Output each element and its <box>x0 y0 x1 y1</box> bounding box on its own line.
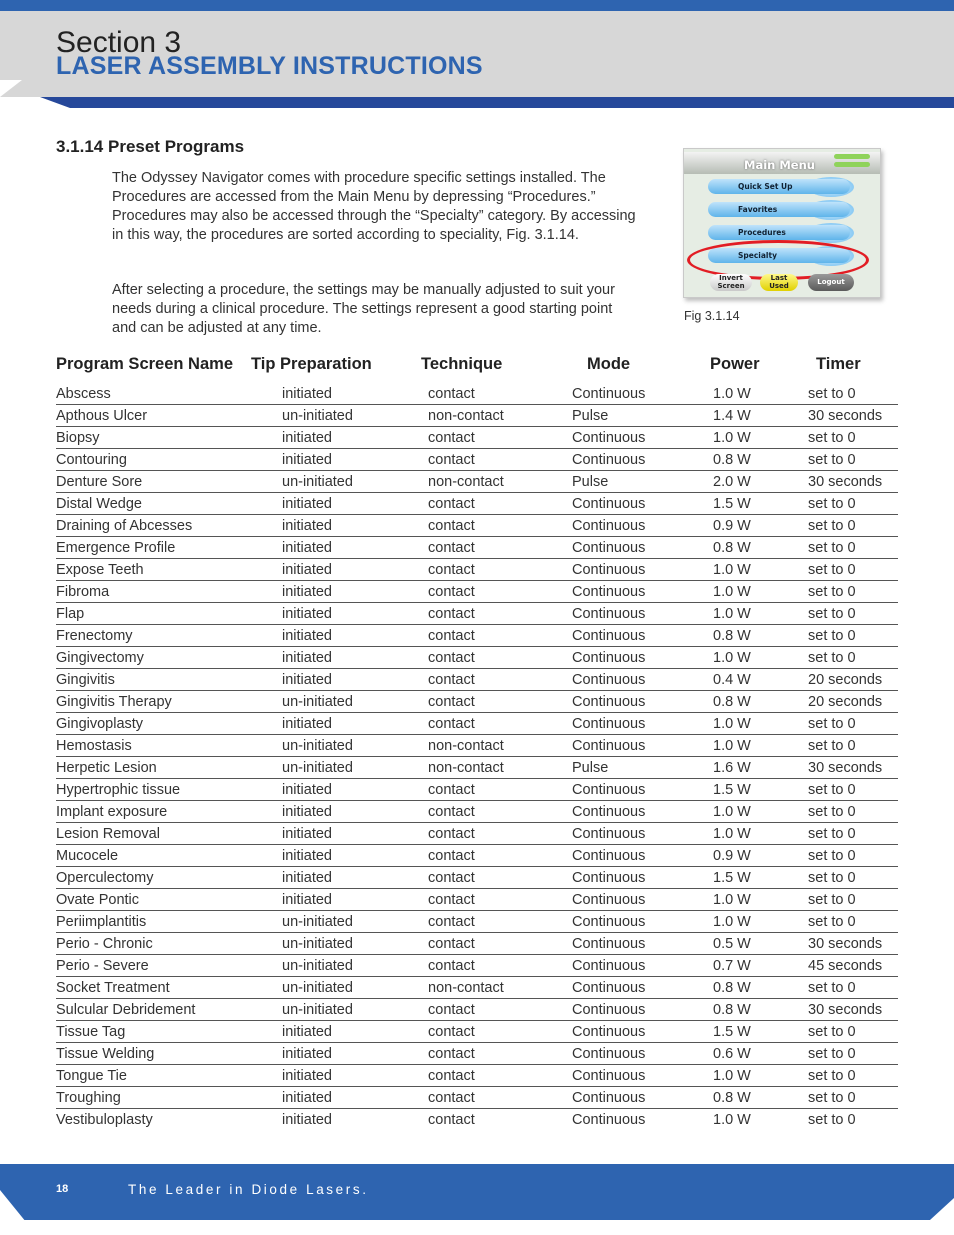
program-name-cell: Sulcular Debridement <box>56 1002 196 1018</box>
table-row <box>56 1087 898 1109</box>
timer-cell: set to 0 <box>808 650 856 666</box>
power-cell: 1.0 W <box>713 804 751 820</box>
technique-cell: contact <box>428 1090 475 1106</box>
technique-cell: contact <box>428 672 475 688</box>
program-name-cell: Hypertrophic tissue <box>56 782 181 798</box>
power-cell: 1.0 W <box>713 892 751 908</box>
timer-cell: set to 0 <box>808 540 856 556</box>
technique-cell: contact <box>428 694 475 710</box>
power-cell: 0.4 W <box>713 672 751 688</box>
power-cell: 1.5 W <box>713 870 751 886</box>
mode-cell: Continuous <box>572 628 646 644</box>
table-row <box>56 471 898 493</box>
technique-cell: contact <box>428 386 475 402</box>
technique-cell: contact <box>428 892 475 908</box>
tip-preparation-cell: un-initiated <box>282 980 353 996</box>
mode-cell: Continuous <box>572 606 646 622</box>
table-row <box>56 427 898 449</box>
tip-preparation-cell: un-initiated <box>282 936 353 952</box>
mode-cell: Continuous <box>572 650 646 666</box>
tip-preparation-cell: initiated <box>282 892 332 908</box>
power-cell: 1.5 W <box>713 1024 751 1040</box>
table-row <box>56 977 898 999</box>
tip-preparation-cell: un-initiated <box>282 958 353 974</box>
program-name-cell: Troughing <box>56 1090 121 1106</box>
table-row <box>56 955 898 977</box>
timer-cell: set to 0 <box>808 738 856 754</box>
mode-cell: Continuous <box>572 1046 646 1062</box>
top-color-bar <box>0 0 954 11</box>
mode-cell: Continuous <box>572 430 646 446</box>
power-cell: 1.0 W <box>713 1112 751 1128</box>
technique-cell: contact <box>428 452 475 468</box>
program-name-cell: Perio - Severe <box>56 958 149 974</box>
technique-cell: contact <box>428 518 475 534</box>
table-row <box>56 735 898 757</box>
table-row <box>56 757 898 779</box>
header-notch <box>0 80 22 97</box>
intro-paragraph: The Odyssey Navigator comes with procedure specific settings installed. The Procedures are accessed from the Main Menu by depressing “Procedures.” Procedures may also be accessed through the “Specialty” category. By accessing in this way, the procedures are sorted according to speciality, Fig. 3.1.14. <box>112 170 636 243</box>
program-name-cell: Ovate Pontic <box>56 892 140 908</box>
table-row <box>56 603 898 625</box>
timer-cell: set to 0 <box>808 826 856 842</box>
tip-preparation-cell: un-initiated <box>282 738 353 754</box>
timer-cell: set to 0 <box>808 496 856 512</box>
table-row <box>56 713 898 735</box>
tip-preparation-cell: initiated <box>282 782 332 798</box>
preset-programs-table <box>56 383 898 1130</box>
mode-cell: Continuous <box>572 1024 646 1040</box>
table-row <box>56 801 898 823</box>
program-name-cell: Implant exposure <box>56 804 168 820</box>
figure-title-bar <box>684 152 880 174</box>
table-row <box>56 1109 898 1130</box>
timer-cell: set to 0 <box>808 782 856 798</box>
program-name-cell: Gingivitis <box>56 672 115 688</box>
program-name-cell: Periimplantitis <box>56 914 147 930</box>
technique-cell: contact <box>428 584 475 600</box>
program-name-cell: Denture Sore <box>56 474 143 490</box>
power-cell: 1.5 W <box>713 496 751 512</box>
program-name-cell: Perio - Chronic <box>56 936 153 952</box>
table-row <box>56 779 898 801</box>
power-cell: 0.8 W <box>713 694 751 710</box>
timer-cell: set to 0 <box>808 386 856 402</box>
timer-cell: 30 seconds <box>808 936 883 952</box>
quick-setup-button: Quick Set Up <box>708 179 850 194</box>
mode-cell: Continuous <box>572 672 646 688</box>
technique-cell: contact <box>428 650 475 666</box>
tip-preparation-cell: initiated <box>282 518 332 534</box>
timer-cell: set to 0 <box>808 606 856 622</box>
tip-preparation-cell: initiated <box>282 496 332 512</box>
tip-preparation-cell: initiated <box>282 1068 332 1084</box>
table-row <box>56 493 898 515</box>
technique-cell: contact <box>428 716 475 732</box>
technique-cell: contact <box>428 562 475 578</box>
tip-preparation-cell: initiated <box>282 628 332 644</box>
table-row <box>56 581 898 603</box>
table-row <box>56 999 898 1021</box>
technique-cell: contact <box>428 1068 475 1084</box>
power-cell: 1.0 W <box>713 562 751 578</box>
timer-cell: set to 0 <box>808 562 856 578</box>
table-row <box>56 625 898 647</box>
program-name-cell: Contouring <box>56 452 127 468</box>
program-name-cell: Abscess <box>56 386 111 402</box>
mode-cell: Continuous <box>572 540 646 556</box>
program-name-cell: Herpetic Lesion <box>56 760 157 776</box>
program-name-cell: Gingivitis Therapy <box>56 694 172 710</box>
technique-cell: non-contact <box>428 760 504 776</box>
power-cell: 0.6 W <box>713 1046 751 1062</box>
timer-cell: set to 0 <box>808 584 856 600</box>
power-cell: 0.8 W <box>713 1002 751 1018</box>
mode-cell: Continuous <box>572 694 646 710</box>
mode-cell: Continuous <box>572 870 646 886</box>
mode-cell: Continuous <box>572 1112 646 1128</box>
figure-caption: Fig 3.1.14 <box>684 309 740 323</box>
timer-cell: set to 0 <box>808 628 856 644</box>
program-name-cell: Gingivoplasty <box>56 716 144 732</box>
tip-preparation-cell: un-initiated <box>282 1002 353 1018</box>
subsection-heading: 3.1.14 Preset Programs <box>56 137 245 156</box>
table-row <box>56 515 898 537</box>
timer-cell: 30 seconds <box>808 474 883 490</box>
tip-preparation-cell: initiated <box>282 1090 332 1106</box>
logout-button: Logout <box>808 274 854 291</box>
program-name-cell: Flap <box>56 606 85 622</box>
technique-cell: contact <box>428 496 475 512</box>
tip-preparation-cell: initiated <box>282 716 332 732</box>
table-row <box>56 449 898 471</box>
technique-cell: non-contact <box>428 474 504 490</box>
tip-preparation-cell: initiated <box>282 826 332 842</box>
mode-cell: Continuous <box>572 562 646 578</box>
col-header-program-name: Program Screen Name <box>56 355 233 373</box>
timer-cell: set to 0 <box>808 518 856 534</box>
timer-cell: 30 seconds <box>808 1002 883 1018</box>
mode-cell: Continuous <box>572 1002 646 1018</box>
status-indicator <box>834 154 870 159</box>
timer-cell: 20 seconds <box>808 672 883 688</box>
technique-cell: contact <box>428 914 475 930</box>
col-header-technique: Technique <box>421 355 503 373</box>
mode-cell: Continuous <box>572 980 646 996</box>
table-row <box>56 823 898 845</box>
power-cell: 1.0 W <box>713 606 751 622</box>
tip-preparation-cell: initiated <box>282 430 332 446</box>
program-name-cell: Distal Wedge <box>56 496 142 512</box>
power-cell: 1.5 W <box>713 782 751 798</box>
power-cell: 1.0 W <box>713 584 751 600</box>
mode-cell: Continuous <box>572 782 646 798</box>
technique-cell: contact <box>428 1002 475 1018</box>
mode-cell: Pulse <box>572 408 609 424</box>
technique-cell: contact <box>428 1046 475 1062</box>
mode-cell: Continuous <box>572 936 646 952</box>
timer-cell: set to 0 <box>808 430 856 446</box>
technique-cell: contact <box>428 848 475 864</box>
technique-cell: contact <box>428 782 475 798</box>
power-cell: 1.0 W <box>713 914 751 930</box>
mode-cell: Continuous <box>572 716 646 732</box>
figure-screen-title: Main Menu <box>744 158 815 172</box>
program-name-cell: Emergence Profile <box>56 540 176 556</box>
table-row <box>56 559 898 581</box>
power-cell: 1.0 W <box>713 430 751 446</box>
timer-cell: set to 0 <box>808 452 856 468</box>
tip-preparation-cell: un-initiated <box>282 694 353 710</box>
program-name-cell: Mucocele <box>56 848 119 864</box>
mode-cell: Continuous <box>572 518 646 534</box>
technique-cell: non-contact <box>428 408 504 424</box>
mode-cell: Pulse <box>572 760 609 776</box>
mode-cell: Continuous <box>572 584 646 600</box>
tip-preparation-cell: un-initiated <box>282 408 353 424</box>
technique-cell: contact <box>428 1024 475 1040</box>
mode-cell: Continuous <box>572 914 646 930</box>
table-row <box>56 537 898 559</box>
power-cell: 1.0 W <box>713 738 751 754</box>
table-row <box>56 1043 898 1065</box>
table-row <box>56 845 898 867</box>
program-name-cell: Tissue Tag <box>56 1024 126 1040</box>
timer-cell: set to 0 <box>808 980 856 996</box>
invert-screen-button: Invert Screen <box>710 274 752 291</box>
timer-cell: set to 0 <box>808 870 856 886</box>
table-row <box>56 911 898 933</box>
mode-cell: Continuous <box>572 892 646 908</box>
tip-preparation-cell: initiated <box>282 606 332 622</box>
mode-cell: Continuous <box>572 826 646 842</box>
tip-preparation-cell: initiated <box>282 540 332 556</box>
timer-cell: 30 seconds <box>808 408 883 424</box>
power-cell: 1.0 W <box>713 650 751 666</box>
tip-preparation-cell: initiated <box>282 1112 332 1128</box>
last-used-button: Last Used <box>760 274 798 291</box>
status-indicator <box>834 162 870 167</box>
power-cell: 0.7 W <box>713 958 751 974</box>
specialty-button: Specialty <box>708 248 850 263</box>
mode-cell: Continuous <box>572 958 646 974</box>
mode-cell: Continuous <box>572 386 646 402</box>
section-number: Section 3 <box>56 26 182 59</box>
tip-preparation-cell: initiated <box>282 1046 332 1062</box>
tip-preparation-cell: initiated <box>282 650 332 666</box>
favorites-button: Favorites <box>708 202 850 217</box>
power-cell: 0.5 W <box>713 936 751 952</box>
program-name-cell: Operculectomy <box>56 870 154 886</box>
program-name-cell: Frenectomy <box>56 628 133 644</box>
col-header-power: Power <box>710 355 760 373</box>
footer-tagline: The Leader in Diode Lasers. <box>128 1182 369 1197</box>
col-header-tip-preparation: Tip Preparation <box>251 355 372 373</box>
tip-preparation-cell: un-initiated <box>282 760 353 776</box>
technique-cell: contact <box>428 826 475 842</box>
mode-cell: Continuous <box>572 452 646 468</box>
power-cell: 1.0 W <box>713 826 751 842</box>
power-cell: 1.0 W <box>713 1068 751 1084</box>
tip-preparation-cell: initiated <box>282 386 332 402</box>
tip-preparation-cell: initiated <box>282 804 332 820</box>
technique-cell: non-contact <box>428 738 504 754</box>
mode-cell: Continuous <box>572 738 646 754</box>
timer-cell: 20 seconds <box>808 694 883 710</box>
timer-cell: set to 0 <box>808 892 856 908</box>
power-cell: 1.0 W <box>713 716 751 732</box>
mode-cell: Continuous <box>572 848 646 864</box>
technique-cell: contact <box>428 804 475 820</box>
tip-preparation-cell: un-initiated <box>282 914 353 930</box>
tip-preparation-cell: un-initiated <box>282 474 353 490</box>
technique-cell: contact <box>428 1112 475 1128</box>
table-row <box>56 1065 898 1087</box>
power-cell: 0.8 W <box>713 628 751 644</box>
col-header-mode: Mode <box>587 355 631 373</box>
power-cell: 0.9 W <box>713 848 751 864</box>
power-cell: 2.0 W <box>713 474 751 490</box>
mode-cell: Pulse <box>572 474 609 490</box>
power-cell: 0.9 W <box>713 518 751 534</box>
technique-cell: contact <box>428 606 475 622</box>
timer-cell: set to 0 <box>808 1068 856 1084</box>
col-header-timer: Timer <box>816 355 861 373</box>
program-name-cell: Gingivectomy <box>56 650 144 666</box>
program-name-cell: Hemostasis <box>56 738 132 754</box>
table-row <box>56 647 898 669</box>
program-name-cell: Draining of Abcesses <box>56 518 193 534</box>
tip-preparation-cell: initiated <box>282 452 332 468</box>
technique-cell: contact <box>428 628 475 644</box>
technique-cell: non-contact <box>428 980 504 996</box>
table-row <box>56 691 898 713</box>
tip-preparation-cell: initiated <box>282 672 332 688</box>
header-stripe <box>70 97 954 108</box>
mode-cell: Continuous <box>572 1068 646 1084</box>
table-row <box>56 867 898 889</box>
adjust-paragraph: After selecting a procedure, the settings may be manually adjusted to suit your needs during a clinical procedure. The settings represent a good starting point and can be adjusted at any time. <box>112 282 615 336</box>
tip-preparation-cell: initiated <box>282 848 332 864</box>
footer-notch <box>0 1190 26 1222</box>
technique-cell: contact <box>428 540 475 556</box>
technique-cell: contact <box>428 870 475 886</box>
tip-preparation-cell: initiated <box>282 584 332 600</box>
program-name-cell: Lesion Removal <box>56 826 160 842</box>
timer-cell: set to 0 <box>808 1046 856 1062</box>
tip-preparation-cell: initiated <box>282 1024 332 1040</box>
program-name-cell: Tissue Welding <box>56 1046 155 1062</box>
program-name-cell: Apthous Ulcer <box>56 408 148 424</box>
timer-cell: set to 0 <box>808 716 856 732</box>
timer-cell: 30 seconds <box>808 760 883 776</box>
mode-cell: Continuous <box>572 496 646 512</box>
table-row <box>56 383 898 405</box>
program-name-cell: Tongue Tie <box>56 1068 127 1084</box>
power-cell: 1.0 W <box>713 386 751 402</box>
power-cell: 1.6 W <box>713 760 751 776</box>
program-name-cell: Vestibuloplasty <box>56 1112 153 1128</box>
table-row <box>56 669 898 691</box>
technique-cell: contact <box>428 958 475 974</box>
timer-cell: set to 0 <box>808 804 856 820</box>
table-row <box>56 933 898 955</box>
tip-preparation-cell: initiated <box>282 562 332 578</box>
program-name-cell: Socket Treatment <box>56 980 170 996</box>
timer-cell: 45 seconds <box>808 958 883 974</box>
main-menu-figure <box>683 148 881 298</box>
program-name-cell: Fibroma <box>56 584 110 600</box>
page-number: 18 <box>56 1183 69 1195</box>
table-row <box>56 1021 898 1043</box>
procedures-button: Procedures <box>708 225 850 240</box>
power-cell: 0.8 W <box>713 1090 751 1106</box>
program-name-cell: Biopsy <box>56 430 100 446</box>
program-name-cell: Expose Teeth <box>56 562 144 578</box>
power-cell: 0.8 W <box>713 452 751 468</box>
tip-preparation-cell: initiated <box>282 870 332 886</box>
technique-cell: contact <box>428 936 475 952</box>
table-row <box>56 405 898 427</box>
footer-notch <box>930 1198 954 1220</box>
mode-cell: Continuous <box>572 804 646 820</box>
timer-cell: set to 0 <box>808 1024 856 1040</box>
timer-cell: set to 0 <box>808 848 856 864</box>
power-cell: 1.4 W <box>713 408 751 424</box>
section-title: LASER ASSEMBLY INSTRUCTIONS <box>56 52 483 80</box>
table-row <box>56 889 898 911</box>
power-cell: 0.8 W <box>713 540 751 556</box>
timer-cell: set to 0 <box>808 1112 856 1128</box>
timer-cell: set to 0 <box>808 914 856 930</box>
power-cell: 0.8 W <box>713 980 751 996</box>
technique-cell: contact <box>428 430 475 446</box>
mode-cell: Continuous <box>572 1090 646 1106</box>
timer-cell: set to 0 <box>808 1090 856 1106</box>
